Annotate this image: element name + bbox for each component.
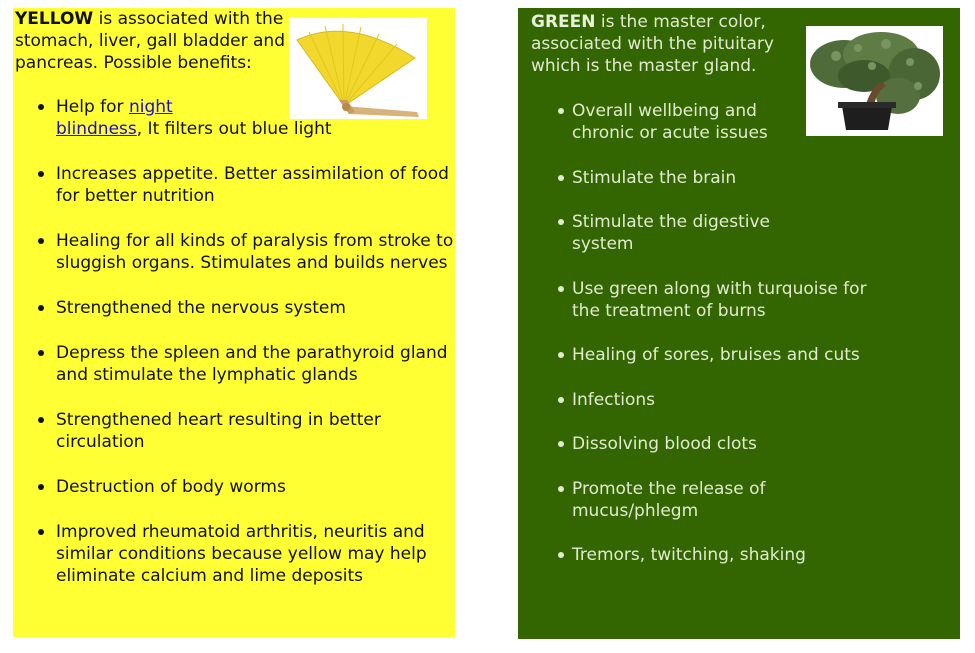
list-item: Infections <box>531 389 891 411</box>
green-heading: GREEN <box>531 12 596 32</box>
list-item: Strengthened the nervous system <box>15 297 455 319</box>
list-item: Improved rheumatoid arthritis, neuritis and similar conditions because yellow may help eliminate calcium and lime deposits <box>15 521 455 587</box>
list-item: Stimulate the brain <box>531 167 891 189</box>
list-item: Promote the release of mucus/phlegm <box>531 478 891 522</box>
bonsai-icon <box>806 26 943 136</box>
green-benefits-list <box>531 100 891 566</box>
yellow-intro <box>15 8 285 74</box>
green-panel <box>518 8 960 639</box>
list-item-suffix: , It filters out blue light <box>136 119 332 139</box>
green-intro <box>531 8 801 77</box>
list-item: Depress the spleen and the parathyroid gland and stimulate the lymphatic glands <box>15 342 455 386</box>
yellow-heading: YELLOW <box>15 9 94 29</box>
list-item: Destruction of body worms <box>15 476 455 498</box>
yellow-intro-text: is associated with the stomach, liver, gall bladder and pancreas. Possible benefits: <box>15 9 285 73</box>
green-intro-text: is the master color, associated with the pituitary which is the master gland. <box>531 12 774 76</box>
yellow-panel <box>13 8 455 637</box>
list-item: Stimulate the digestive system <box>531 211 782 255</box>
night-blindness-link[interactable]: night blindness <box>56 97 173 139</box>
list-item <box>15 96 455 140</box>
list-item-prefix: Help for <box>56 97 129 117</box>
list-item: Tremors, twitching, shaking <box>531 544 891 566</box>
list-item: Use green along with turquoise for the treatment of burns <box>531 278 891 322</box>
bonsai-tree-image <box>806 26 943 136</box>
list-item: Dissolving blood clots <box>531 433 891 455</box>
list-item: Increases appetite. Better assimilation of food for better nutrition <box>15 163 455 207</box>
list-item: Healing for all kinds of paralysis from stroke to sluggish organs. Stimulates and builds nerves <box>15 230 455 274</box>
yellow-benefits-list <box>15 96 455 587</box>
list-item: Healing of sores, bruises and cuts <box>531 344 891 366</box>
list-item: Overall wellbeing and chronic or acute issues <box>531 100 782 144</box>
list-item: Strengthened heart resulting in better circulation <box>15 409 455 453</box>
